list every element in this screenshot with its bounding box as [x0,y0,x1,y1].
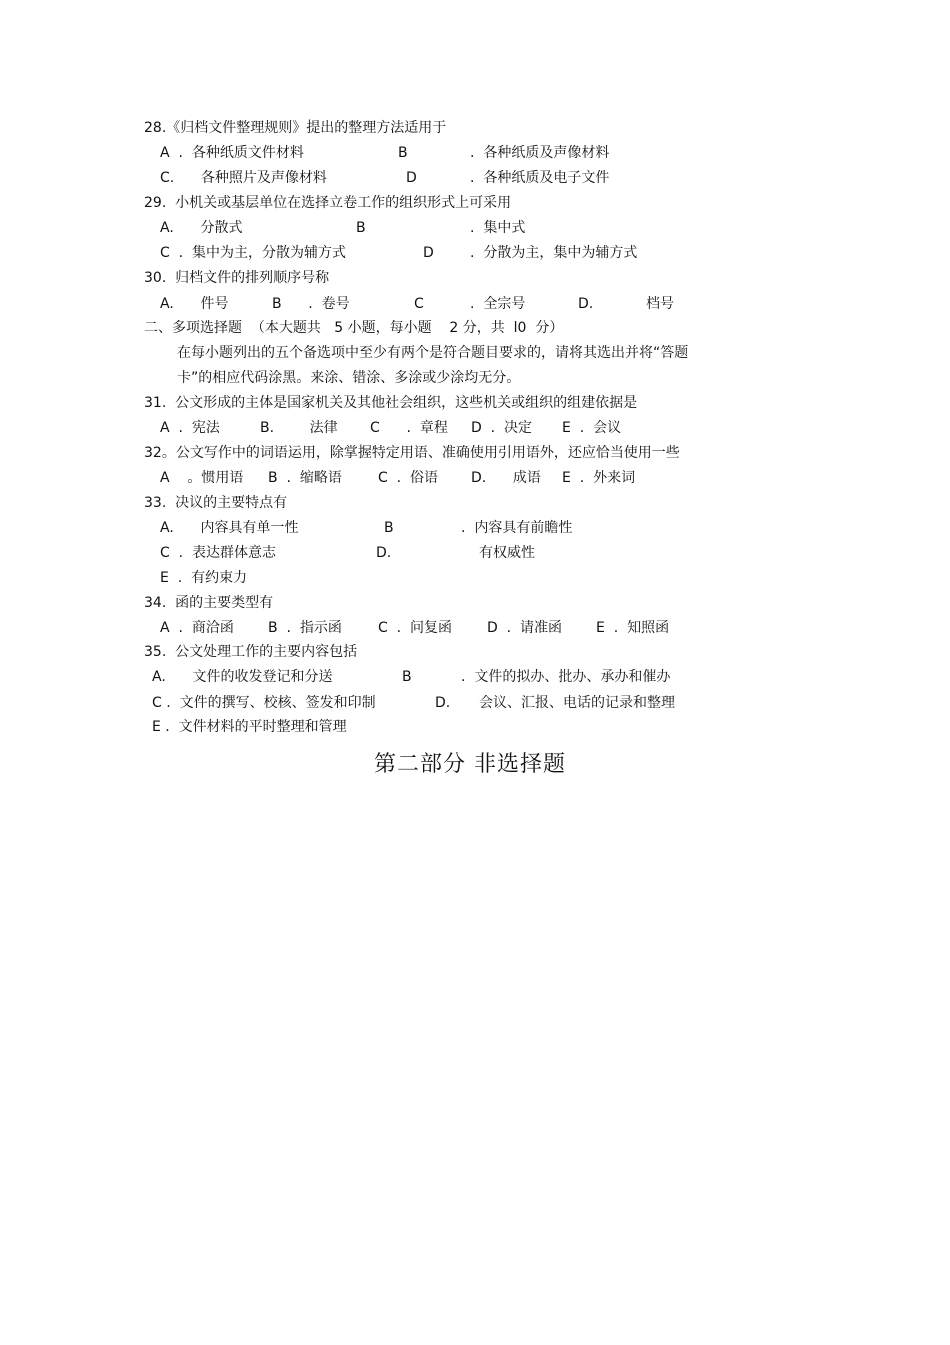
question-35-stem: 35. 公文处理工作的主要内容包括 [144,644,358,660]
q28-option-d-letter: D [406,170,417,186]
q35-option-b-letter: B [402,669,412,685]
q28-option-b-letter: B [398,145,408,161]
q32-option-d: D. 成语 [471,470,541,486]
q28-option-a: A . 各种纸质文件材料 [160,145,304,161]
question-30-stem: 30. 归档文件的排列顺序号称 [144,270,330,286]
q30-option-c-text: . 全宗号 [470,296,526,312]
q28-option-d-text: . 各种纸质及电子文件 [470,170,610,186]
q32-option-b: B . 缩略语 [268,470,342,486]
section-2-instructions-line-1: 在每小题列出的五个备选项中至少有两个是符合题目要求的，请将其选出并将“答题 [177,345,689,361]
q31-option-a: A . 宪法 [160,420,220,436]
q31-option-e: E . 会议 [562,420,622,436]
q34-option-b: B . 指示函 [268,620,342,636]
q33-option-b-text: . 内容具有前瞻性 [461,520,573,536]
question-28-stem: 28.《归档文件整理规则》提出的整理方法适用于 [144,120,447,136]
q28-option-b-text: . 各种纸质及声像材料 [470,145,610,161]
q30-option-d-letter: D. [578,296,594,312]
q35-option-c: C . 文件的撰写、校核、签发和印制 [152,695,376,711]
question-33-stem: 33. 决议的主要特点有 [144,495,288,511]
question-32-stem: 32。公文写作中的词语运用，除掌握特定用语、准确使用引用语外，还应恰当使用一些 [144,445,680,461]
q32-option-e: E . 外来词 [562,470,636,486]
q31-option-d: D . 决定 [471,420,533,436]
q35-option-d-letter: D. [435,695,451,711]
q29-option-a: A. 分散式 [160,220,243,236]
section-2-header: 二、多项选择题 （本大题共 5 小题，每小题 2 分，共 l0 分） [144,320,564,336]
q35-option-d-text: 会议、汇报、电话的记录和整理 [479,695,675,711]
q29-option-b-text: . 集中式 [470,220,526,236]
q33-option-d-letter: D. [376,545,392,561]
q33-option-e: E . 有约束力 [160,570,248,586]
q32-option-c: C . 俗语 [378,470,439,486]
q35-option-a: A. 文件的收发登记和分送 [152,669,333,685]
q33-option-d-text: 有权威性 [479,545,535,561]
q34-option-d: D . 请准函 [487,620,563,636]
q34-option-a: A . 商洽函 [160,620,234,636]
q33-option-c: C . 表达群体意志 [160,545,277,561]
q31-option-c: C . 章程 [370,420,448,436]
q29-option-b-letter: B [356,220,366,236]
question-31-stem: 31. 公文形成的主体是国家机关及其他社会组织，这些机关或组织的组建依据是 [144,395,638,411]
q31-option-b: B. 法律 [260,420,338,436]
section-2-instructions-line-2: 卡”的相应代码涂黑。来涂、错涂、多涂或少涂均无分。 [177,370,521,386]
q28-option-c: C. 各种照片及声像材料 [160,170,327,186]
q30-option-c-letter: C [414,296,424,312]
q32-option-a: A 。惯用语 [160,470,244,486]
q33-option-a: A. 内容具有单一性 [160,520,299,536]
part-2-title: 第二部分 非选择题 [374,752,566,777]
q29-option-d-letter: D [423,245,434,261]
q30-option-b: B . 卷号 [272,296,350,312]
question-34-stem: 34. 函的主要类型有 [144,595,274,611]
q33-option-b-letter: B [384,520,394,536]
q35-option-e: E . 文件材料的平时整理和管理 [152,719,347,735]
q30-option-a: A. 件号 [160,296,229,312]
q34-option-e: E . 知照函 [596,620,670,636]
question-29-stem: 29. 小机关或基层单位在选择立卷工作的组织形式上可采用 [144,195,512,211]
q34-option-c: C . 问复函 [378,620,453,636]
q35-option-b-text: . 文件的拟办、批办、承办和催办 [461,669,671,685]
q30-option-d-text: 档号 [646,296,674,312]
q29-option-c: C . 集中为主，分散为辅方式 [160,245,347,261]
q29-option-d-text: . 分散为主，集中为辅方式 [470,245,638,261]
